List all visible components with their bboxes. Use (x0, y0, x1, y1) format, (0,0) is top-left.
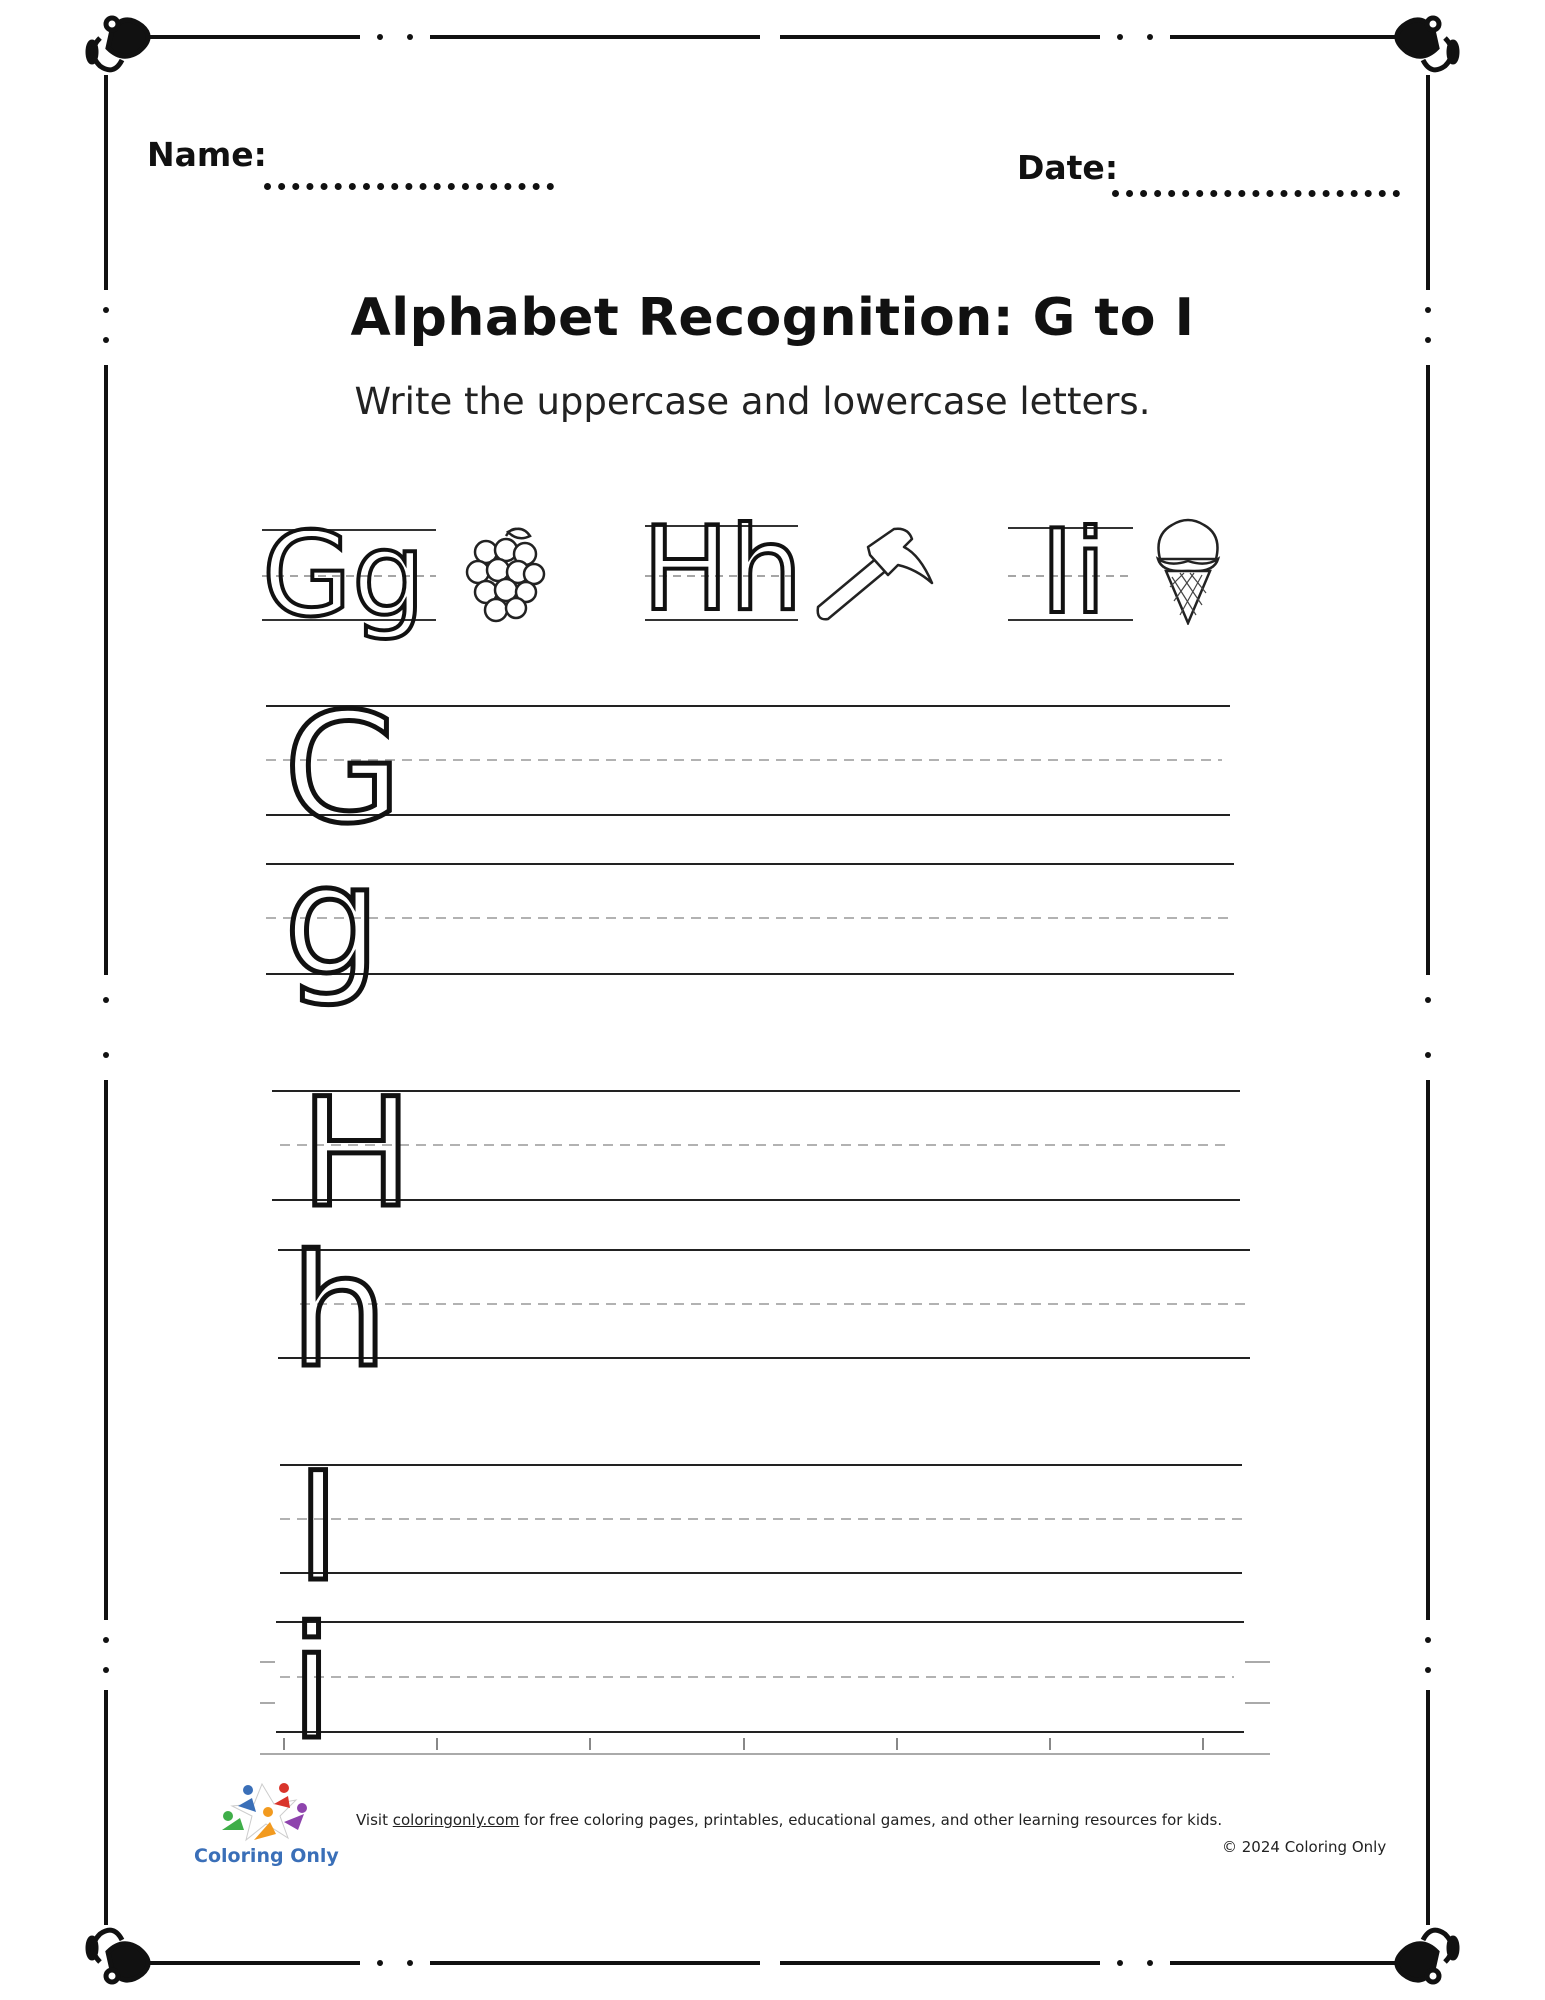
footer-visit-suffix: for free coloring pages, printables, educational games, and other learning resources for kids. (519, 1811, 1223, 1829)
practice-letter-lowercase-h: h (290, 1221, 389, 1402)
reference-pair-h: Hh (642, 502, 803, 637)
date-label: Date: (1017, 148, 1119, 187)
practice-letter-uppercase-i: I (296, 1441, 341, 1615)
footer-visit-prefix: Visit (356, 1811, 393, 1829)
instruction-text: Write the uppercase and lowercase letters. (354, 380, 1151, 423)
practice-letter-lowercase-g: g (284, 832, 381, 1009)
footer-website-link[interactable]: coloringonly.com (392, 1811, 520, 1829)
practice-letter-uppercase-g: G (284, 680, 402, 857)
coloring-only-logo-icon (218, 1782, 308, 1844)
brand-name: Coloring Only (194, 1845, 339, 1867)
reference-pair-g: Gg (262, 508, 426, 643)
footer-visit-text (356, 1811, 1222, 1829)
name-label: Name: (147, 135, 267, 174)
copyright-text: © 2024 Coloring Only (1222, 1838, 1387, 1856)
reference-pair-i: Ii (1040, 505, 1107, 640)
practice-letter-lowercase-i: i (290, 1593, 334, 1774)
page-title: Alphabet Recognition: G to I (350, 288, 1195, 348)
practice-letter-uppercase-h: H (300, 1067, 413, 1241)
